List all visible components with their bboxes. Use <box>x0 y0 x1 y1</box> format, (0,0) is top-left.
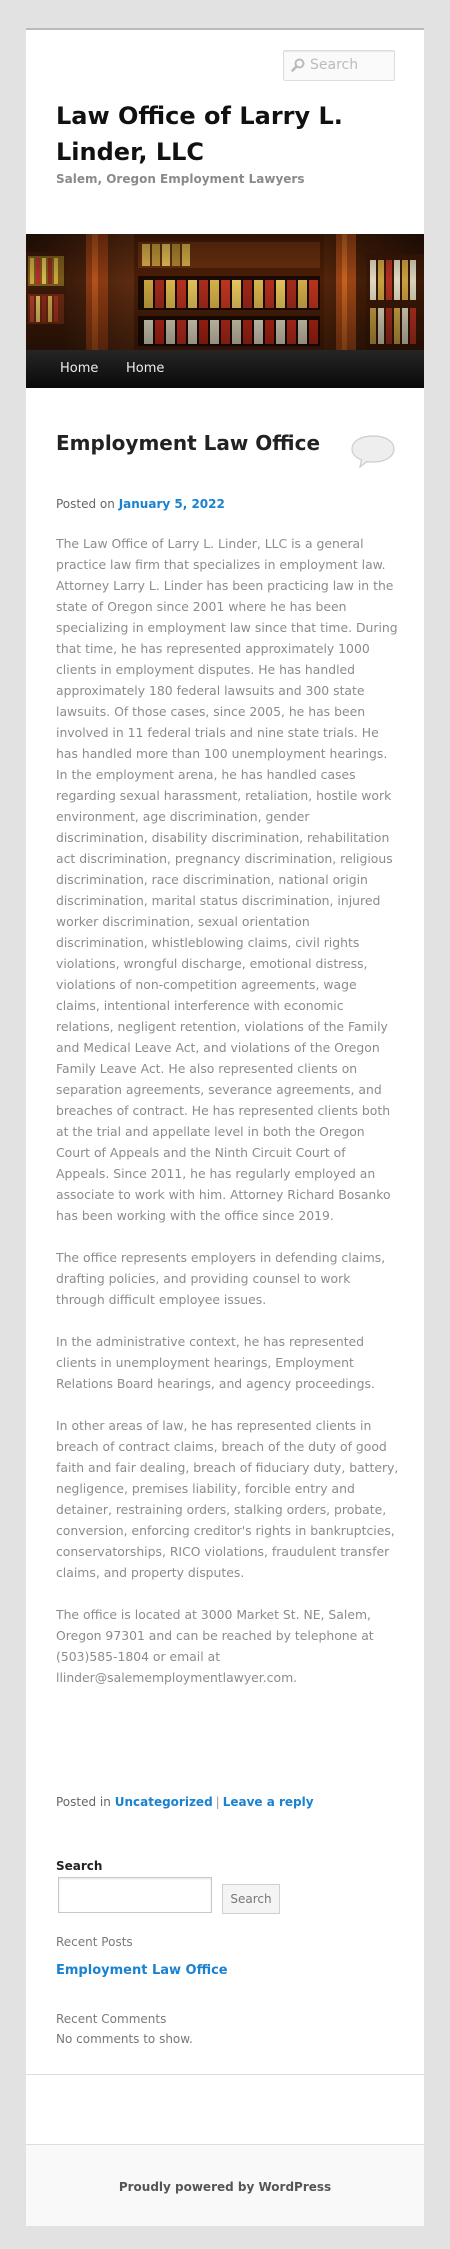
recent-comments-title: Recent Comments <box>56 2012 167 2026</box>
posted-in-label: Posted in <box>56 1795 111 1809</box>
comment-bubble-icon[interactable] <box>350 432 396 470</box>
meta-separator: | <box>215 1795 220 1809</box>
header-banner-image[interactable] <box>26 234 424 350</box>
header-search-input[interactable] <box>310 54 390 76</box>
category-link[interactable]: Uncategorized <box>114 1795 213 1809</box>
recent-posts-title: Recent Posts <box>56 1935 133 1949</box>
post-paragraph: In other areas of law, he has represented clients in breach of contract claims, breach of the duty of good faith and fair dealing, breach of fiduciary duty, battery, negligence, premises liability, forcible entry and detainer, restraining orders, stalking orders, probate, conversion, enforcing creditor's rights in bankruptcies, conservatorships, RICO violations, fraudulent transfer claims, and property disputes. <box>56 1418 399 1580</box>
no-comments-text: No comments to show. <box>56 2032 193 2046</box>
page <box>26 28 424 2224</box>
powered-by-link[interactable]: Proudly powered by WordPress <box>118 2180 332 2194</box>
main-navigation <box>26 350 424 388</box>
content-divider <box>26 2074 424 2075</box>
post-paragraph: In the administrative context, he has represented clients in unemployment hearings, Employment Relations Board hearings, and agency proceedings. <box>56 1334 375 1391</box>
post-title[interactable]: Employment Law Office <box>56 431 321 455</box>
post-date-link[interactable]: January 5, 2022 <box>118 497 225 511</box>
search-widget-input[interactable] <box>58 1877 212 1913</box>
search-widget-title: Search <box>56 1859 103 1873</box>
recent-post-link[interactable]: Employment Law Office <box>56 1963 228 1978</box>
post-paragraph: The Law Office of Larry L. Linder, LLC is a general practice law firm that specializes in employment law. Attorney Larry L. Linder has been practicing law in the state of Oregon since 2001 where he has been specializing in employment law since that time. During that time, he has represented approximately 1000 clients in employment disputes. He has handled approximately 180 federal lawsuits and 300 state lawsuits. Of those cases, since 2005, he has been involved in 11 federal trials and nine state trials. He has handled more than 100 unemployment hearings. In the employment arena, he has handled cases regarding sexual harassment, retaliation, hostile work environment, age discrimination, gender discrimination, disability discrimination, rehabilitation act discrimination, pregnancy discrimination, religious discrimination, race discrimination, national origin discrimination, marital status discrimination, injured worker discrimination, sexual orientation discrimination, whistleblowing claims, civil rights violations, wrongful discharge, emotional distress, violations of non-competition agreements, wage claims, intentional interference with economic relations, negligent retention, violations of the Family and Medical Leave Act, and violations of the Oregon Family Leave Act. He also represented clients on separation agreements, severance agreements, and breaches of contract. He has represented clients both at the trial and appellate level in both the Oregon Court of Appeals and the Ninth Circuit Court of Appeals. Since 2011, he has regularly employed an associate to work with him. Attorney Richard Bosanko has been working with the office since 2019. <box>56 536 398 1223</box>
search-widget-button[interactable]: Search <box>222 1884 280 1914</box>
nav-item-home-2[interactable]: Home <box>126 361 165 376</box>
site-title[interactable]: Law Office of Larry L. Linder, LLC <box>56 102 343 166</box>
post-paragraph: The office is located at 3000 Market St. NE, Salem, Oregon 97301 and can be reached by telephone at (503)585-1804 or email at llinder@salememploymentlawyer.com. <box>56 1607 374 1685</box>
post-footer-meta <box>56 1795 314 1809</box>
post-meta <box>56 497 225 511</box>
header-search-box[interactable] <box>283 50 395 81</box>
site-footer <box>26 2144 424 2226</box>
site-tagline: Salem, Oregon Employment Lawyers <box>56 172 305 186</box>
search-icon <box>291 58 305 72</box>
post-paragraph: The office represents employers in defending claims, drafting policies, and providing counsel to work through difficult employee issues. <box>56 1250 386 1307</box>
posted-on-label: Posted on <box>56 497 115 511</box>
nav-item-home[interactable]: Home <box>60 361 99 376</box>
leave-reply-link[interactable]: Leave a reply <box>222 1795 314 1809</box>
post-content <box>56 533 400 1709</box>
